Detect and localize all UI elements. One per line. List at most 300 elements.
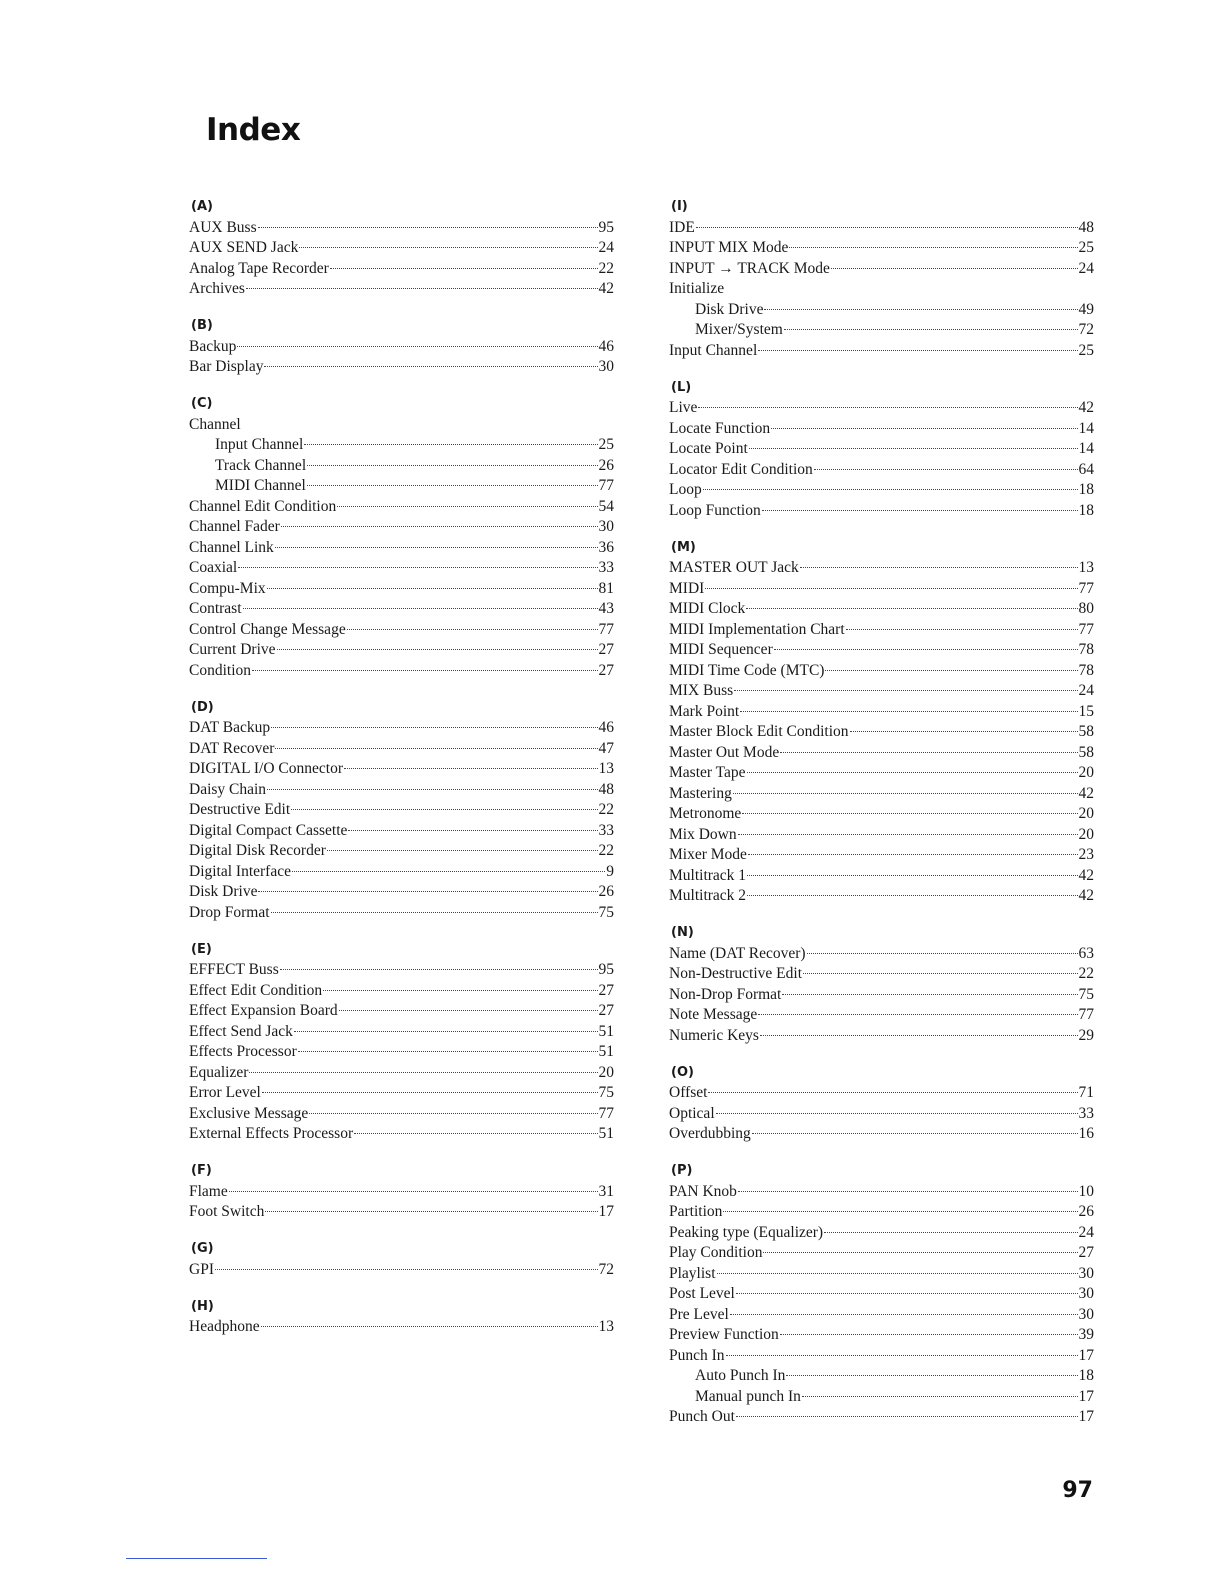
index-section [669,378,1094,522]
entry-label: Analog Tape Recorder [189,259,329,277]
index-entry [189,821,614,842]
entry-page-number: 31 [598,1182,614,1200]
entry-page-number: 77 [1078,1006,1094,1023]
index-entry [189,1083,614,1104]
section-heading: (B) [191,318,213,333]
dot-leader [277,649,598,650]
dot-leader [733,793,1078,794]
dot-leader [215,1269,598,1270]
entry-page-number: 63 [1078,944,1094,962]
entry-page-number: 46 [598,337,614,355]
index-entry [669,501,1094,522]
index-entry [189,1260,614,1281]
dot-leader [747,895,1077,896]
entry-label: Name (DAT Recover) [669,944,806,962]
section-heading: (H) [191,1298,214,1314]
entry-page-number: 30 [598,358,614,375]
index-entry [189,1317,614,1338]
index-entry [189,599,614,620]
entry-label: External Effects Processor [189,1125,354,1142]
dot-leader [717,1273,1078,1274]
index-entry [669,1104,1094,1125]
dot-leader [304,444,597,445]
section-heading: (M) [671,539,696,555]
index-entry [669,964,1094,985]
index-column-right [669,197,1094,1444]
entry-page-number: 14 [1078,440,1094,457]
dot-leader [307,485,598,486]
entry-page-number: 77 [598,1104,614,1122]
entry-page-number: 20 [598,1063,614,1081]
entry-label: INPUT MIX Mode [669,239,789,256]
entry-label: Master Out Mode [669,743,780,761]
entry-page-number: 54 [598,497,614,515]
index-entry [669,1407,1094,1428]
index-entry [189,1182,614,1203]
index-entry [669,825,1094,846]
entry-page-number: 33 [598,559,614,576]
dot-leader [696,227,1078,228]
dot-leader [774,649,1078,650]
dot-leader [738,1191,1078,1192]
dot-leader [784,329,1078,330]
entry-label: MIDI Implementation Chart [669,620,845,638]
dot-leader [846,629,1078,630]
dot-leader [348,830,597,831]
dot-leader [339,1010,598,1011]
entry-label: Mark Point [669,702,740,720]
dot-leader [825,670,1077,671]
index-entry [669,661,1094,682]
entry-label: Disk Drive [189,883,258,900]
section-heading: (O) [671,1064,694,1080]
entry-label: Punch In [669,1346,725,1364]
entry-label: MASTER OUT Jack [669,559,799,576]
entry-label: Effect Expansion Board [189,1002,338,1019]
dot-leader [271,912,598,913]
index-entry [669,1346,1094,1367]
index-entry [189,759,614,780]
index-entry [189,279,614,300]
dot-leader [354,1133,597,1134]
entry-page-number: 22 [598,259,614,277]
index-section [189,197,614,300]
index-entry [189,218,614,239]
entry-label: IDE [669,218,695,236]
entry-page-number: 15 [1078,702,1094,720]
section-heading: (F) [191,1163,212,1178]
index-entry [189,1202,614,1223]
entry-label: Non-Destructive Edit [669,965,803,982]
index-entry [669,866,1094,887]
entry-page-number: 18 [1078,481,1094,498]
index-entry [669,1083,1094,1104]
entry-page-number: 23 [1078,846,1094,863]
dot-leader [738,834,1078,835]
dot-leader [261,1326,598,1327]
index-section [669,1063,1094,1145]
dot-leader [800,567,1078,568]
entry-label: MIX Buss [669,682,734,699]
entry-label: Compu-Mix [189,579,266,597]
index-entry [669,1325,1094,1346]
section-heading: (E) [191,941,212,957]
dot-leader [294,1031,598,1032]
entry-page-number: 22 [1078,965,1094,982]
entry-page-number: 20 [1078,805,1094,822]
dot-leader [246,288,598,289]
entry-label: Locate Function [669,419,771,437]
dot-leader [760,1035,1078,1036]
index-entry [669,238,1094,259]
index-section [189,316,614,378]
entry-page-number: 18 [1078,1367,1094,1384]
dot-leader [758,1014,1077,1015]
dot-leader [267,789,597,790]
entry-page-number: 95 [598,961,614,978]
entry-label: GPI [189,1260,214,1278]
entry-label: Pre Level [669,1305,729,1323]
dot-leader [736,1416,1078,1417]
entry-label: Live [669,399,698,416]
entry-page-number: 77 [598,477,614,494]
dot-leader [716,1113,1078,1114]
entry-label: MIDI [669,579,705,597]
index-entry [189,780,614,801]
dot-leader [807,953,1078,954]
entry-label: Track Channel [215,456,307,474]
entry-page-number: 29 [1078,1026,1094,1044]
dot-leader [771,428,1077,429]
index-entry [669,1223,1094,1244]
entry-page-number: 30 [598,518,614,535]
index-entry [669,1124,1094,1145]
dot-leader [698,407,1077,408]
index-entry [669,1284,1094,1305]
index-entry [189,739,614,760]
footer-rule [126,1558,267,1559]
index-entry [189,337,614,358]
entry-label: Offset [669,1084,708,1101]
dot-leader [763,1252,1077,1253]
entry-page-number: 78 [1078,661,1094,679]
index-entry [669,480,1094,501]
entry-page-number: 48 [1078,218,1094,236]
entry-page-number: 77 [598,620,614,638]
entry-page-number: 71 [1078,1084,1094,1101]
dot-leader [782,994,1077,995]
entry-label: INPUT → TRACK Mode [669,259,830,277]
index-section [189,1239,614,1280]
dot-leader [749,448,1078,449]
dot-leader [831,268,1078,269]
dot-leader [275,547,598,548]
entry-label: Error Level [189,1084,261,1101]
section-heading: (C) [191,396,213,411]
index-section [189,1161,614,1223]
index-entry [189,620,614,641]
index-entry [189,1124,614,1145]
entry-label: Mixer/System [695,321,783,338]
entry-label: Channel [189,415,241,433]
entry-page-number: 95 [598,218,614,236]
entry-page-number: 30 [1078,1305,1094,1323]
entry-page-number: 42 [1078,399,1094,416]
index-entry [669,1005,1094,1026]
index-entry [669,886,1094,907]
index-entry [189,1042,614,1063]
entry-label: Archives [189,280,245,297]
index-entry [669,985,1094,1006]
index-entry [189,882,614,903]
entry-page-number: 30 [1078,1285,1094,1302]
index-entry [189,558,614,579]
entry-page-number: 51 [598,1043,614,1060]
dot-leader [726,1355,1078,1356]
entry-page-number: 75 [1078,985,1094,1003]
entry-page-number: 33 [598,821,614,839]
dot-leader [252,670,597,671]
index-subentry [669,1387,1094,1408]
entry-page-number: 36 [598,538,614,556]
entry-label: Digital Interface [189,862,291,880]
dot-leader [780,1334,1078,1335]
index-section [189,940,614,1145]
index-entry [189,1104,614,1125]
index-entry [669,1305,1094,1326]
entry-label: MIDI Sequencer [669,641,773,658]
entry-label: Disk Drive [695,300,764,318]
entry-page-number: 43 [598,600,614,617]
entry-label: DAT Recover [189,739,275,757]
index-entry [669,259,1094,280]
entry-page-number: 26 [598,883,614,900]
index-column-left [189,197,614,1354]
dot-leader [292,871,605,872]
index-entry [669,1202,1094,1223]
entry-label: Preview Function [669,1326,779,1343]
entry-page-number: 14 [1078,419,1094,437]
index-entry [669,763,1094,784]
index-entry [669,439,1094,460]
index-entry [669,218,1094,239]
dot-leader [229,1191,598,1192]
index-entry [669,743,1094,764]
entry-label: Coaxial [189,559,238,576]
entry-label: Metronome [669,805,742,822]
index-subentry [669,1366,1094,1387]
entry-page-number: 24 [1078,1223,1094,1241]
index-section [669,1161,1094,1428]
dot-leader [747,772,1078,773]
dot-leader [258,891,597,892]
entry-label: EFFECT Buss [189,961,279,978]
dot-leader [730,1314,1078,1315]
entry-page-number: 58 [1078,743,1094,761]
dot-leader [258,227,598,228]
entry-page-number: 27 [598,1002,614,1019]
entry-page-number: 42 [1078,866,1094,884]
entry-label: Loop [669,481,702,498]
entry-page-number: 24 [598,239,614,256]
dot-leader [238,567,597,568]
entry-label: Digital Compact Cassette [189,821,348,839]
index-entry [669,579,1094,600]
index-entry [669,419,1094,440]
entry-label: Partition [669,1203,723,1220]
entry-page-number: 13 [598,760,614,777]
entry-page-number: 9 [606,862,614,880]
entry-page-number: 72 [1078,321,1094,338]
entry-label: Master Block Edit Condition [669,723,849,740]
index-entry [189,903,614,924]
entry-label: Input Channel [669,341,758,359]
entry-label: Loop Function [669,501,761,519]
index-entry [669,620,1094,641]
entry-label: Mixer Mode [669,846,747,863]
entry-label: DAT Backup [189,719,271,736]
entry-label: Non-Drop Format [669,985,782,1003]
entry-label: Overdubbing [669,1125,751,1142]
entry-page-number: 25 [1078,239,1094,256]
entry-label: Numeric Keys [669,1026,759,1044]
index-entry [189,1001,614,1022]
entry-label: AUX Buss [189,218,257,236]
entry-page-number: 25 [598,436,614,453]
entry-page-number: 25 [1078,341,1094,359]
entry-label: Channel Edit Condition [189,497,337,515]
dot-leader [307,465,597,466]
index-entry [669,640,1094,661]
entry-page-number: 81 [598,579,614,597]
entry-label: Backup [189,337,237,355]
entry-label: Bar Display [189,358,264,375]
dot-leader [299,247,597,248]
entry-page-number: 75 [598,903,614,921]
index-entry [189,497,614,518]
index-entry [669,398,1094,419]
index-entry [189,800,614,821]
entry-page-number: 48 [598,780,614,798]
section-heading: (A) [191,199,213,214]
dot-leader [802,1396,1078,1397]
entry-label: Exclusive Message [189,1104,309,1122]
entry-label: Foot Switch [189,1203,265,1220]
index-entry [669,722,1094,743]
entry-page-number: 51 [598,1022,614,1040]
entry-page-number: 46 [598,719,614,736]
section-heading: (D) [191,699,214,715]
entry-page-number: 30 [1078,1264,1094,1282]
entry-page-number: 77 [1078,620,1094,638]
entry-page-number: 16 [1078,1125,1094,1142]
entry-label: Equalizer [189,1063,249,1081]
entry-page-number: 27 [1078,1244,1094,1261]
dot-leader [291,809,597,810]
index-section [669,197,1094,361]
entry-page-number: 72 [598,1260,614,1278]
entry-page-number: 27 [598,661,614,679]
dot-leader [267,588,598,589]
dot-leader [243,608,598,609]
index-section [189,1297,614,1338]
entry-label: Master Tape [669,764,746,781]
index-entry [669,1243,1094,1264]
entry-label: Flame [189,1182,228,1200]
entry-label: Effects Processor [189,1043,297,1060]
dot-leader [327,850,598,851]
entry-page-number: 17 [598,1203,614,1220]
entry-page-number: 22 [598,801,614,818]
entry-page-number: 33 [1078,1104,1094,1122]
index-section [669,538,1094,907]
index-subentry [189,435,614,456]
index-subentry [189,476,614,497]
dot-leader [708,1092,1077,1093]
dot-leader [237,346,597,347]
index-entry [669,702,1094,723]
dot-leader [780,752,1077,753]
entry-page-number: 17 [1078,1408,1094,1425]
dot-leader [814,469,1078,470]
entry-page-number: 77 [1078,579,1094,597]
index-section [669,923,1094,1046]
entry-page-number: 26 [1078,1203,1094,1220]
entry-label: Peaking type (Equalizer) [669,1223,824,1241]
dot-leader [740,711,1077,712]
section-heading: (P) [671,1163,693,1178]
entry-label: DIGITAL I/O Connector [189,760,344,777]
entry-label: Playlist [669,1264,716,1282]
index-entry [189,538,614,559]
dot-leader [265,1211,597,1212]
entry-label: Note Message [669,1006,758,1023]
entry-label: Effect Send Jack [189,1022,293,1040]
index-entry [669,599,1094,620]
dot-leader [762,510,1078,511]
entry-page-number: 42 [598,280,614,297]
index-entry [189,718,614,739]
dot-leader [734,690,1077,691]
entry-page-number: 20 [1078,825,1094,843]
entry-page-number: 49 [1078,300,1094,318]
entry-label: Input Channel [215,436,304,453]
entry-label: Optical [669,1104,715,1122]
entry-page-number: 27 [598,641,614,658]
entry-label: Effect Edit Condition [189,981,323,999]
entry-page-number: 20 [1078,764,1094,781]
index-entry [189,640,614,661]
section-heading: (L) [671,379,692,395]
dot-leader [264,366,597,367]
entry-label: Locator Edit Condition [669,460,813,478]
entry-page-number: 24 [1078,682,1094,699]
entry-page-number: 47 [598,739,614,757]
entry-label: AUX SEND Jack [189,239,299,256]
entry-page-number: 51 [598,1125,614,1142]
dot-leader [344,768,597,769]
entry-page-number: 10 [1078,1182,1094,1200]
entry-label: MIDI Time Code (MTC) [669,661,825,679]
entry-page-number: 17 [1078,1346,1094,1364]
entry-label: Multitrack 1 [669,866,747,884]
dot-leader [824,1232,1077,1233]
entry-page-number: 42 [1078,887,1094,904]
index-entry [189,1063,614,1084]
dot-leader [330,268,598,269]
entry-page-number: 27 [598,981,614,999]
entry-label: Post Level [669,1285,735,1302]
